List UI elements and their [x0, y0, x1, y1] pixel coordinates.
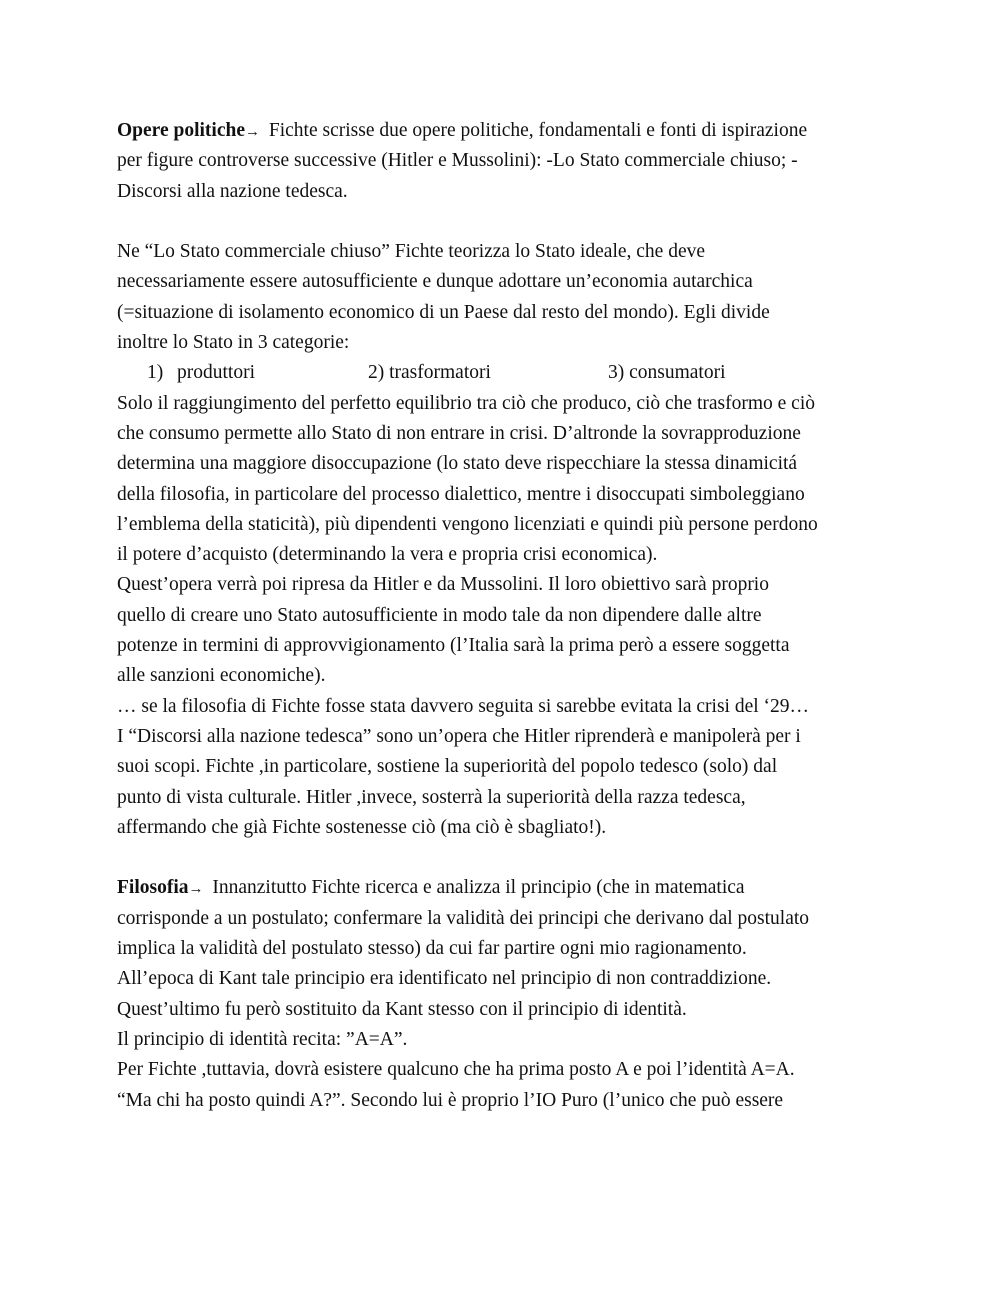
equilibrio-line-5: l’emblema della staticità), più dipendenti vengono licenziati e quindi più persone perdono: [117, 513, 818, 535]
equilibrio-line-12: I “Discorsi alla nazione tedesca” sono un’opera che Hitler riprenderà e manipolerà per i: [117, 725, 801, 747]
category-1-number: 1): [147, 362, 164, 384]
opere-heading: Opere politiche: [117, 120, 245, 141]
stato-line-3: (=situazione di isolamento economico di un Paese dal resto del mondo). Egli divide: [117, 301, 770, 323]
equilibrio-line-1: Solo il raggiungimento del perfetto equilibrio tra ciò che produco, ciò che trasformo e ciò: [117, 392, 815, 414]
filosofia-line-7: Per Fichte ,tuttavia, dovrà esistere qualcuno che ha prima posto A e poi l’identità A=A.: [117, 1059, 795, 1081]
equilibrio-line-10: alle sanzioni economiche).: [117, 665, 326, 687]
filosofia-line-3: implica la validità del postulato stesso) da cui far partire ogni mio ragionamento.: [117, 938, 747, 960]
equilibrio-line-6: il potere d’acquisto (determinando la vera e propria crisi economica).: [117, 544, 658, 566]
equilibrio-line-2: che consumo permette allo Stato di non entrare in crisi. D’altronde la sovrapproduzione: [117, 422, 801, 444]
equilibrio-line-4: della filosofia, in particolare del processo dialettico, mentre i disoccupati simboleggiano: [117, 483, 805, 505]
opere-line-1: Fichte scrisse due opere politiche, fondamentali e fonti di ispirazione: [264, 120, 808, 141]
filosofia-line-4: All’epoca di Kant tale principio era identificato nel principio di non contraddizione.: [117, 968, 772, 990]
filosofia-line-2: corrisponde a un postulato; confermare la validità dei principi che derivano dal postulato: [117, 907, 810, 929]
categories-list: [117, 358, 897, 388]
opere-line-3: Discorsi alla nazione tedesca.: [117, 180, 348, 202]
equilibrio-line-11: … se la filosofia di Fichte fosse stata davvero seguita si sarebbe evitata la crisi del ‘29…: [117, 695, 810, 717]
category-3: 3) consumatori: [608, 362, 726, 384]
category-2: 2) trasformatori: [368, 362, 491, 384]
opere-line-2: per figure controverse successive (Hitler e Mussolini): -Lo Stato commerciale chiuso; -: [117, 150, 798, 172]
opere-heading-line: [117, 116, 897, 146]
stato-line-4: inoltre lo Stato in 3 categorie:: [117, 332, 350, 354]
filosofia-heading: Filosofia: [117, 877, 189, 899]
stato-line-1: Ne “Lo Stato commerciale chiuso” Fichte teorizza lo Stato ideale, che deve: [117, 241, 706, 263]
equilibrio-line-15: affermando che già Fichte sostenesse ciò (ma ciò è sbagliato!).: [117, 816, 607, 838]
right-arrow-icon: →: [245, 124, 260, 140]
filosofia-line-6: Il principio di identità recita: ”A=A”.: [117, 1028, 408, 1050]
stato-line-2: necessariamente essere autosufficiente e dunque adottare un’economia autarchica: [117, 271, 753, 293]
paragraph-spacer: [117, 207, 897, 237]
document-body: [117, 116, 897, 1116]
equilibrio-line-13: suoi scopi. Fichte ,in particolare, sostiene la superiorità del popolo tedesco (solo) dal: [117, 756, 778, 778]
equilibrio-line-8: quello di creare uno Stato autosufficiente in modo tale da non dipendere dalle altre: [117, 604, 762, 626]
paragraph-spacer: [117, 843, 897, 873]
filosofia-line-5: Quest’ultimo fu però sostituito da Kant stesso con il principio di identità.: [117, 998, 687, 1020]
equilibrio-line-9: potenze in termini di approvvigionamento (l’Italia sarà la prima però a essere soggetta: [117, 635, 790, 657]
equilibrio-line-3: determina una maggiore disoccupazione (lo stato deve rispecchiare la stessa dinamicitá: [117, 453, 798, 475]
category-1-label: produttori: [177, 362, 255, 384]
filosofia-line-8: “Ma chi ha posto quindi A?”. Secondo lui è proprio l’IO Puro (l’unico che può essere: [117, 1089, 784, 1111]
filosofia-heading-line: [117, 873, 897, 903]
equilibrio-line-14: punto di vista culturale. Hitler ,invece, sosterrà la superiorità della razza tedesca,: [117, 786, 746, 808]
filosofia-line-1: Innanzitutto Fichte ricerca e analizza il principio (che in matematica: [207, 877, 745, 899]
equilibrio-line-7: Quest’opera verrà poi ripresa da Hitler e da Mussolini. Il loro obiettivo sarà proprio: [117, 574, 769, 596]
right-arrow-icon: →: [188, 881, 204, 898]
